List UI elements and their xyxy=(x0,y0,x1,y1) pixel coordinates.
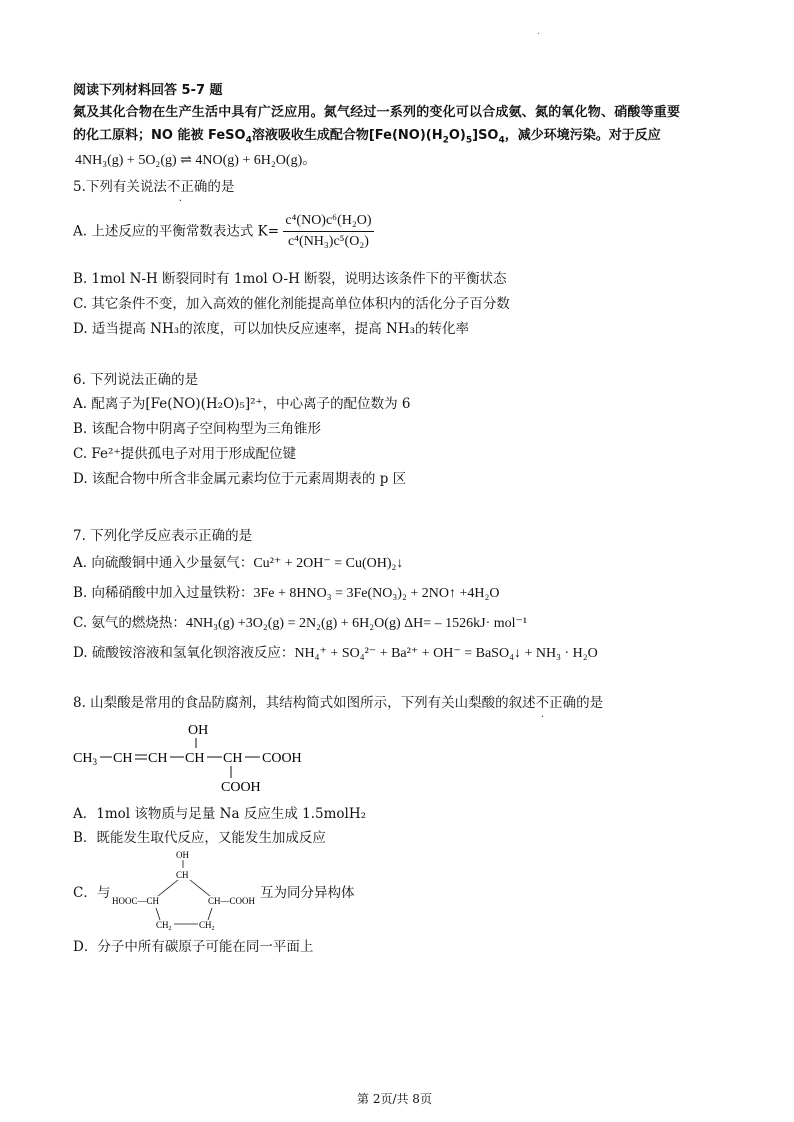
ring-bottom-right: $CH_2$ xyxy=(199,920,215,930)
struct-cooh-2: COOH xyxy=(221,780,261,795)
q6-option-a: A. 配离子为[Fe(NO)(H₂O)₅]²⁺，中心离子的配位数为 6 xyxy=(73,396,411,412)
q5-option-d: D. 适当提高 NH₃的浓度，可以加快反应速率，提高 NH₃的转化率 xyxy=(73,321,470,337)
q6-option-d: D. 该配合物中所含非金属元素均位于元素周期表的 p 区 xyxy=(73,471,407,487)
main-reaction: 4NH₃(g) + 5O₂(g) ⇌ 4NO(g) + 6H₂O(g)。 xyxy=(75,153,317,168)
ring-right: CH—COOH xyxy=(208,896,256,906)
struct-ch-4: CH xyxy=(223,751,243,766)
q8-option-d: D．分子中所有碳原子可能在同一平面上 xyxy=(73,939,314,955)
struct-cooh-1: COOH xyxy=(262,751,302,766)
q5-option-b: B. 1mol N-H 断裂同时有 1mol O-H 断裂，说明达该条件下的平衡状态 xyxy=(73,271,507,287)
q7-option-b: B. 向稀硝酸中加入过量铁粉：3Fe + 8HNO₃ = 3Fe(NO₃)₂ + 2NO↑ +4H₂O xyxy=(73,585,500,601)
sorbic-acid-structure xyxy=(70,718,330,796)
instruction-heading: 阅读下列材料回答 5-7 题 xyxy=(73,83,223,98)
q6-option-b: B. 该配合物中阴离子空间构型为三角锥形 xyxy=(73,421,322,437)
cyclic-isomer-structure xyxy=(108,848,268,930)
material-line-1: 氮及其化合物在生产生活中具有广泛应用。氮气经过一系列的变化可以合成氨、氮的氧化物、硝酸等重要 xyxy=(73,105,681,120)
q8-option-b: B．既能发生取代反应，又能发生加成反应 xyxy=(73,830,326,846)
equilibrium-fraction: $\frac{\text{c⁴(NO)c⁶(H₂O)}}{\text{c⁴(NH₃)c⁵(O₂)}}$ xyxy=(285,213,372,249)
q7-option-c: C. 氨气的燃烧热：4NH₃(g) +3O₂(g) = 2N₂(g) + 6H₂O(g) ΔH= – 1526kJ· mol⁻¹ xyxy=(73,615,528,631)
q6-stem: 6. 下列说法正确的是 xyxy=(73,372,199,388)
struct-ch3: $CH_3$ xyxy=(73,751,97,767)
q7-option-d: D. 硫酸铵溶液和氢氧化钡溶液反应：NH₄⁺ + SO₄²⁻ + Ba²⁺ + OH⁻ = BaSO₄↓ + NH₃ · H₂O xyxy=(73,645,598,661)
ring-oh: OH xyxy=(176,850,189,860)
ring-top-ch: CH xyxy=(176,870,189,880)
q6-option-c: C. Fe²⁺提供孤电子对用于形成配位键 xyxy=(73,446,297,462)
q5-stem: 5.下列有关说法不正确的是 xyxy=(73,179,235,195)
page-number: 第 2页/共 8页 xyxy=(357,1092,432,1106)
struct-ch-2: CH xyxy=(148,751,168,766)
q8-stem: 8. 山梨酸是常用的食品防腐剂，其结构简式如图所示，下列有关山梨酸的叙述不正确的是 xyxy=(73,695,604,711)
q8-option-c-text: 互为同分异构体 xyxy=(260,885,355,901)
q8-option-c-label: C．与 xyxy=(73,885,111,901)
material-line-2: 的化工原料；NO 能被 FeSO$_4$溶液吸收生成配合物$[Fe(NO)(H_2O)_5]SO_4$，减少环境污染。对于反应 xyxy=(73,128,661,146)
q7-option-a: A. 向硫酸铜中通入少量氨气：Cu²⁺ + 2OH⁻ = Cu(OH)₂↓ xyxy=(73,555,404,571)
q5-option-a: A. 上述反应的平衡常数表达式 K= $\frac{\text{c⁴(NO)c⁶(H₂O)}}{\text{c⁴(NH₃)c⁵(O₂)}}$ xyxy=(73,213,372,249)
q8-option-a: A．1mol 该物质与足量 Na 反应生成 1.5molH₂ xyxy=(73,806,367,822)
struct-oh: OH xyxy=(188,723,209,738)
struct-ch-1: CH xyxy=(113,751,133,766)
q5-option-c: C. 其它条件不变，加入高效的催化剂能提高单位体积内的活化分子百分数 xyxy=(73,296,510,312)
ring-left: HOOC—CH xyxy=(112,896,160,906)
ring-bottom-left: $CH_2$ xyxy=(156,920,172,930)
struct-ch-3: CH xyxy=(185,751,205,766)
q7-stem: 7. 下列化学反应表示正确的是 xyxy=(73,528,253,544)
corner-mark: . xyxy=(537,26,541,37)
